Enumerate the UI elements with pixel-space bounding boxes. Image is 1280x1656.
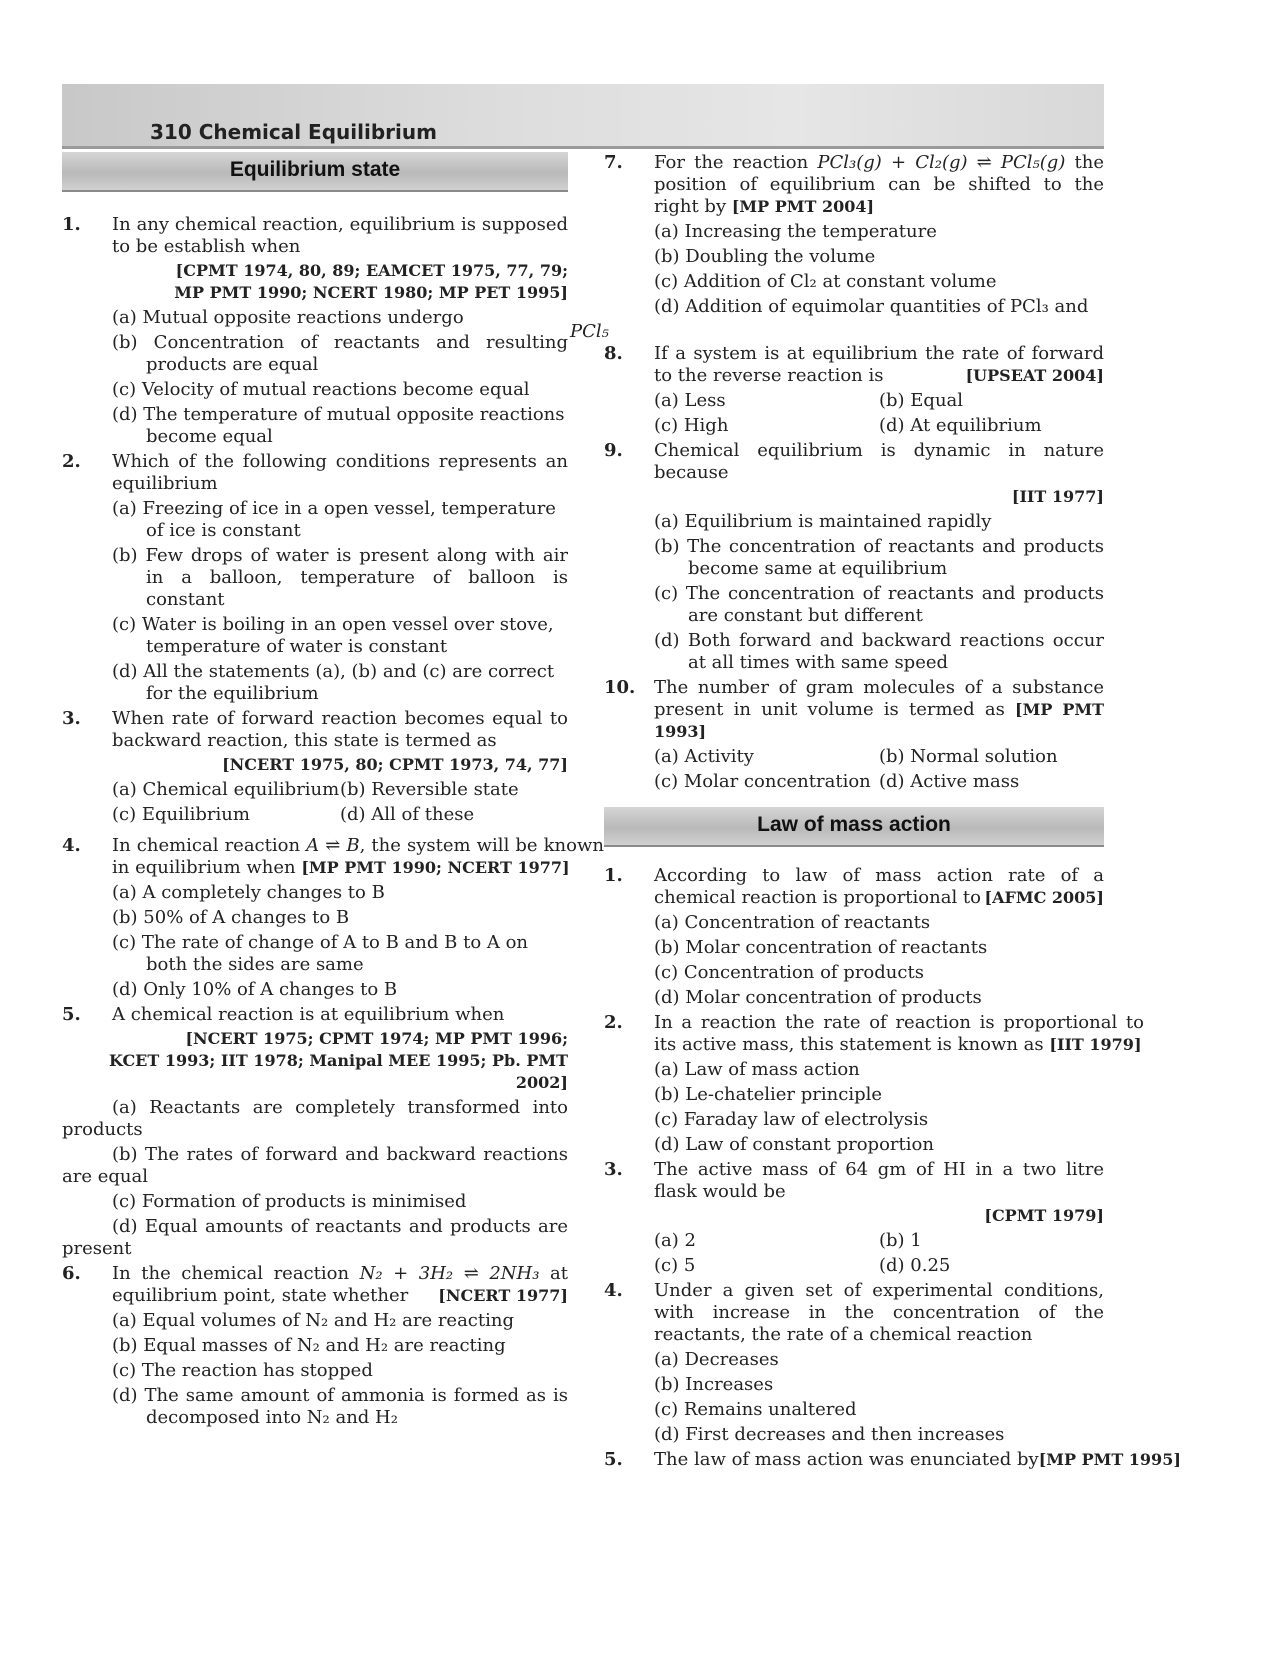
question-reference: [MP PMT 1990; NCERT 1977] (301, 858, 570, 877)
option: (b) Increases (654, 1374, 774, 1395)
question-text (654, 343, 1104, 387)
option: (a) Chemical equilibrium (112, 779, 340, 800)
question-number: 1. (62, 214, 81, 235)
question-2 (62, 451, 568, 495)
question-text: When rate of forward reaction becomes equal to backward reaction, this state is termed as (112, 708, 568, 751)
option: (b) Reversible state (340, 779, 519, 800)
question-reference: [IIT 1979] (1049, 1035, 1142, 1054)
option-row (654, 1255, 1104, 1277)
option: (c) The rate of change of A to B and B to A on both the sides are same (112, 932, 529, 975)
question-text (654, 1012, 1144, 1056)
option: (c) High (654, 415, 729, 436)
option: (c) The concentration of reactants and products are constant but different (654, 583, 1104, 626)
question-3 (62, 708, 568, 752)
question-9 (604, 440, 1104, 484)
question-number: 5. (62, 1004, 81, 1025)
question-text: A chemical reaction is at equilibrium when (112, 1004, 505, 1025)
option: (b) Equal (879, 390, 964, 411)
mass-action-question-2 (604, 1012, 1144, 1056)
question-reference: [NCERT 1977] (438, 1286, 568, 1305)
question-1 (62, 214, 568, 258)
question-reference: [IIT 1977] (1011, 487, 1104, 506)
option: (d) At equilibrium (879, 415, 1042, 436)
question-5 (62, 1004, 568, 1026)
option: (c) Concentration of products (654, 962, 924, 983)
option-row (654, 771, 1104, 793)
option: (c) Equilibrium (112, 804, 250, 825)
option: (b) Doubling the volume (654, 246, 876, 267)
question-text: Chemical equilibrium is dynamic in nature because (654, 440, 1104, 483)
question-text (654, 1449, 1181, 1471)
question-number: 2. (62, 451, 81, 472)
question-reference: [CPMT 1979] (984, 1206, 1104, 1225)
option: (d) The temperature of mutual opposite reactions become equal (112, 404, 565, 447)
question-7 (604, 152, 1104, 218)
question-text: The active mass of 64 gm of HI in a two litre flask would be (654, 1159, 1104, 1202)
option: (d) Active mass (879, 771, 1020, 792)
option: (d) The same amount of ammonia is formed as is decomposed into N₂ and H₂ (112, 1385, 568, 1428)
option-row (654, 746, 1104, 768)
question-text-part: For the reaction (654, 152, 809, 173)
question-reference: [MP PMT 1995] (1038, 1450, 1181, 1469)
question-text-part: In a reaction the rate of reaction is proportional to its active mass, this statement is known as (654, 1012, 1144, 1055)
question-number: 4. (604, 1280, 623, 1301)
option-row (654, 390, 1104, 412)
question-text (654, 152, 1104, 218)
option: (c) The reaction has stopped (112, 1360, 373, 1381)
question-text-part: In the chemical reaction (112, 1263, 350, 1284)
option: (d) Both forward and backward reactions occur at all times with same speed (654, 630, 1104, 673)
question-text-part: If a system is at equilibrium the rate of forward to the reverse reaction is (654, 343, 1104, 386)
option: (a) Equilibrium is maintained rapidly (654, 511, 992, 532)
option-row (654, 415, 1104, 437)
option: (a) Decreases (654, 1349, 779, 1370)
question-text (654, 865, 1104, 909)
option: (a) Concentration of reactants (654, 912, 931, 933)
question-number: 2. (604, 1012, 623, 1033)
section-banner-equilibrium-state: Equilibrium state (62, 152, 568, 192)
option: (c) Water is boiling in an open vessel over stove, temperature of water is constant (112, 614, 554, 657)
question-text-part: The law of mass action was enunciated by (654, 1449, 1039, 1470)
question-reference: KCET 1993; IIT 1978; Manipal MEE 1995; Pb. PMT 2002] (108, 1051, 568, 1092)
option: (b) The rates of forward and backward reactions are equal (62, 1144, 568, 1187)
question-text-part: at equilibrium point, state whether (112, 1263, 568, 1306)
question-text: Under a given set of experimental conditions, with increase in the concentration of the reactants, the rate of a chemical reaction (654, 1280, 1104, 1345)
question-text: In any chemical reaction, equilibrium is supposed to be establish when (112, 214, 568, 257)
question-8 (604, 343, 1104, 387)
option-row (112, 779, 568, 801)
option: (a) 2 (654, 1230, 696, 1251)
option: (d) Molar concentration of products (654, 987, 982, 1008)
equation: A ⇌ B (306, 835, 360, 856)
option: (a) Freezing of ice in a open vessel, temperature of ice is constant (112, 498, 556, 541)
option: (c) Formation of products is minimised (112, 1191, 467, 1212)
question-number: 10. (604, 677, 636, 698)
option: (a) Law of mass action (654, 1059, 860, 1080)
option: (b) Equal masses of N₂ and H₂ are reacting (112, 1335, 506, 1356)
option: (c) 5 (654, 1255, 696, 1276)
equation: N₂ + 3H₂ ⇌ 2NH₃ (359, 1263, 540, 1284)
option: (c) Addition of Cl₂ at constant volume (654, 271, 997, 292)
mass-action-question-4 (604, 1280, 1104, 1346)
right-column (570, 152, 1181, 1473)
option: (d) Equal amounts of reactants and products are present (62, 1216, 568, 1259)
option: (a) Less (654, 390, 726, 411)
option: (b) 1 (879, 1230, 922, 1251)
question-number: 6. (62, 1263, 81, 1284)
section-banner-law-of-mass-action: Law of mass action (604, 807, 1104, 847)
question-number: 1. (604, 865, 623, 886)
question-reference: [UPSEAT 2004] (965, 366, 1104, 385)
option: (c) Velocity of mutual reactions become equal (112, 379, 530, 400)
option: (b) Molar concentration of reactants (654, 937, 988, 958)
option: (b) The concentration of reactants and products become same at equilibrium (654, 536, 1104, 579)
question-text-part: According to law of mass action rate of a chemical reaction is proportional to (654, 865, 1104, 908)
question-reference: [AFMC 2005] (984, 888, 1104, 907)
question-text-part: The number of gram molecules of a substance present in unit volume is termed as (654, 677, 1104, 720)
question-6 (62, 1263, 568, 1307)
question-number: 5. (604, 1449, 623, 1470)
question-text: Which of the following conditions represents an equilibrium (112, 451, 568, 494)
question-text (112, 835, 604, 879)
option: (a) Activity (654, 746, 754, 767)
option: (c) Remains unaltered (654, 1399, 857, 1420)
question-text-part: the position of equilibrium can be shifted to the right by (654, 152, 1104, 217)
option: (b) Normal solution (879, 746, 1058, 767)
option: (a) A completely changes to B (112, 882, 385, 903)
question-reference: [NCERT 1975, 80; CPMT 1973, 74, 77] (222, 755, 568, 774)
option: (d) Only 10% of A changes to B (112, 979, 398, 1000)
option: (c) Faraday law of electrolysis (654, 1109, 929, 1130)
option-row (654, 1230, 1104, 1252)
option: (a) Reactants are completely transformed into products (62, 1097, 568, 1140)
question-reference: [CPMT 1974, 80, 89; EAMCET 1975, 77, 79; (175, 261, 568, 280)
option: (a) Equal volumes of N₂ and H₂ are reacting (112, 1310, 514, 1331)
question-text (654, 677, 1104, 743)
question-text-part: , the system will be known in equilibrium when (112, 835, 604, 878)
question-reference: [MP PMT 2004] (731, 197, 875, 216)
option: (b) 50% of A changes to B (112, 907, 350, 928)
question-number: 3. (62, 708, 81, 729)
question-number: 3. (604, 1159, 623, 1180)
question-text-part: In chemical reaction (112, 835, 301, 856)
question-4 (62, 835, 604, 879)
option-row (112, 804, 568, 826)
question-10 (604, 677, 1104, 743)
option: (b) Le-chatelier principle (654, 1084, 883, 1105)
question-number: 9. (604, 440, 623, 461)
mass-action-question-5 (604, 1449, 1181, 1471)
question-number: 8. (604, 343, 623, 364)
option: (d) All of these (340, 804, 475, 825)
option: (d) 0.25 (879, 1255, 951, 1276)
equation: PCl₃(g) + Cl₂(g) ⇌ PCl₅(g) (817, 152, 1066, 173)
question-text (112, 1263, 568, 1307)
question-reference: MP PMT 1990; NCERT 1980; MP PET 1995] (174, 283, 568, 302)
option-continuation: PCl₅ (570, 321, 609, 342)
question-number: 7. (604, 152, 623, 173)
option: (c) Molar concentration (654, 771, 871, 792)
page-title: 310 Chemical Equilibrium (150, 120, 437, 144)
mass-action-question-3 (604, 1159, 1104, 1203)
option: (a) Mutual opposite reactions undergo (112, 307, 464, 328)
question-number: 4. (62, 835, 81, 856)
option: (a) Increasing the temperature (654, 221, 937, 242)
question-reference: [NCERT 1975; CPMT 1974; MP PMT 1996; (185, 1029, 568, 1048)
option: (b) Concentration of reactants and resulting products are equal (112, 332, 568, 375)
option: (b) Few drops of water is present along with air in a balloon, temperature of balloon is constant (112, 545, 568, 610)
option: (d) Law of constant proportion (654, 1134, 934, 1155)
option: (d) All the statements (a), (b) and (c) are correct for the equilibrium (112, 661, 555, 704)
question-reference: [MP PMT 1993] (654, 700, 1105, 741)
option: (d) Addition of equimolar quantities of PCl₃ and (654, 296, 1089, 317)
option: (d) First decreases and then increases (654, 1424, 1005, 1445)
mass-action-question-1 (604, 865, 1104, 909)
